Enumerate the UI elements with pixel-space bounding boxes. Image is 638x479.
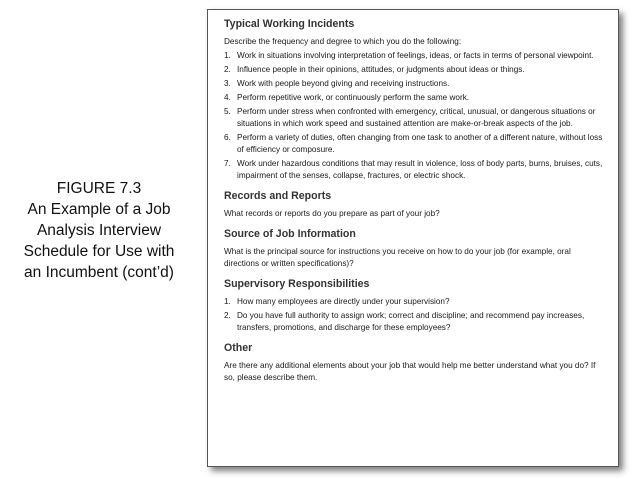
caption-line: FIGURE 7.3 bbox=[56, 180, 142, 197]
other-heading: Other bbox=[224, 342, 253, 354]
interview-schedule-page bbox=[207, 9, 619, 467]
item-text: Influence people in their opinions, attitudes, or judgments about ideas or things. bbox=[237, 65, 525, 74]
item-number: 3. bbox=[224, 79, 231, 88]
item-number: 6. bbox=[224, 133, 231, 142]
item-text: Do you have full authority to assign work; correct and discipline; and recommend pay increases, transfers, promotions, and discharge for these employees? bbox=[237, 311, 585, 332]
item-text: Perform a variety of duties, often changing from one task to another of a different nature, without loss of efficiency or composure. bbox=[237, 133, 603, 154]
other-section bbox=[224, 342, 608, 384]
list-item bbox=[224, 106, 608, 130]
other-question: Are there any additional elements about your job that would help me better understand what you do? If so, please describe them. bbox=[224, 361, 596, 382]
caption-line: An Example of a Job bbox=[27, 201, 171, 218]
item-number: 1. bbox=[224, 51, 231, 60]
item-text: Perform repetitive work, or continuously perform the same work. bbox=[237, 93, 470, 102]
item-number: 2. bbox=[224, 65, 231, 74]
item-number: 2. bbox=[224, 311, 231, 320]
list-item bbox=[224, 92, 608, 104]
source-section bbox=[224, 228, 608, 270]
source-question: What is the principal source for instructions you receive on how to do your job (for example, oral directions or written specifications)? bbox=[224, 247, 571, 268]
list-item bbox=[224, 310, 608, 334]
item-text: Work in situations involving interpretation of feelings, ideas, or facts in terms of personal viewpoint. bbox=[237, 51, 594, 60]
source-heading: Source of Job Information bbox=[224, 228, 356, 240]
item-text: Perform under stress when confronted with emergency, critical, unusual, or dangerous situations or situations in which work speed and sustained attention are make-or-break aspects of the job. bbox=[237, 107, 596, 128]
item-number: 7. bbox=[224, 159, 231, 168]
item-text: How many employees are directly under your supervision? bbox=[237, 297, 450, 306]
list-item bbox=[224, 50, 608, 62]
incidents-heading: Typical Working Incidents bbox=[224, 18, 355, 30]
list-item bbox=[224, 64, 608, 76]
caption-line: an Incumbent (cont’d) bbox=[24, 264, 174, 281]
records-heading: Records and Reports bbox=[224, 190, 332, 202]
supervisory-heading: Supervisory Responsibilities bbox=[224, 278, 370, 290]
supervisory-section bbox=[224, 278, 608, 334]
item-number: 1. bbox=[224, 297, 231, 306]
incidents-intro: Describe the frequency and degree to which you do the following: bbox=[224, 37, 462, 46]
item-text: Work under hazardous conditions that may result in violence, loss of body parts, burns, bruises, cuts, impairment of the senses, collapse, fractures, or electric shock. bbox=[237, 159, 603, 180]
list-item bbox=[224, 132, 608, 156]
caption-line: Schedule for Use with bbox=[23, 243, 175, 260]
records-section bbox=[224, 190, 608, 220]
list-item bbox=[224, 158, 608, 182]
item-number: 4. bbox=[224, 93, 231, 102]
item-number: 5. bbox=[224, 107, 231, 116]
list-item bbox=[224, 296, 608, 308]
records-question: What records or reports do you prepare as part of your job? bbox=[224, 209, 440, 218]
list-item bbox=[224, 78, 608, 90]
item-text: Work with people beyond giving and receiving instructions. bbox=[237, 79, 450, 88]
figure-caption bbox=[0, 178, 198, 283]
caption-line: Analysis Interview bbox=[36, 222, 162, 239]
